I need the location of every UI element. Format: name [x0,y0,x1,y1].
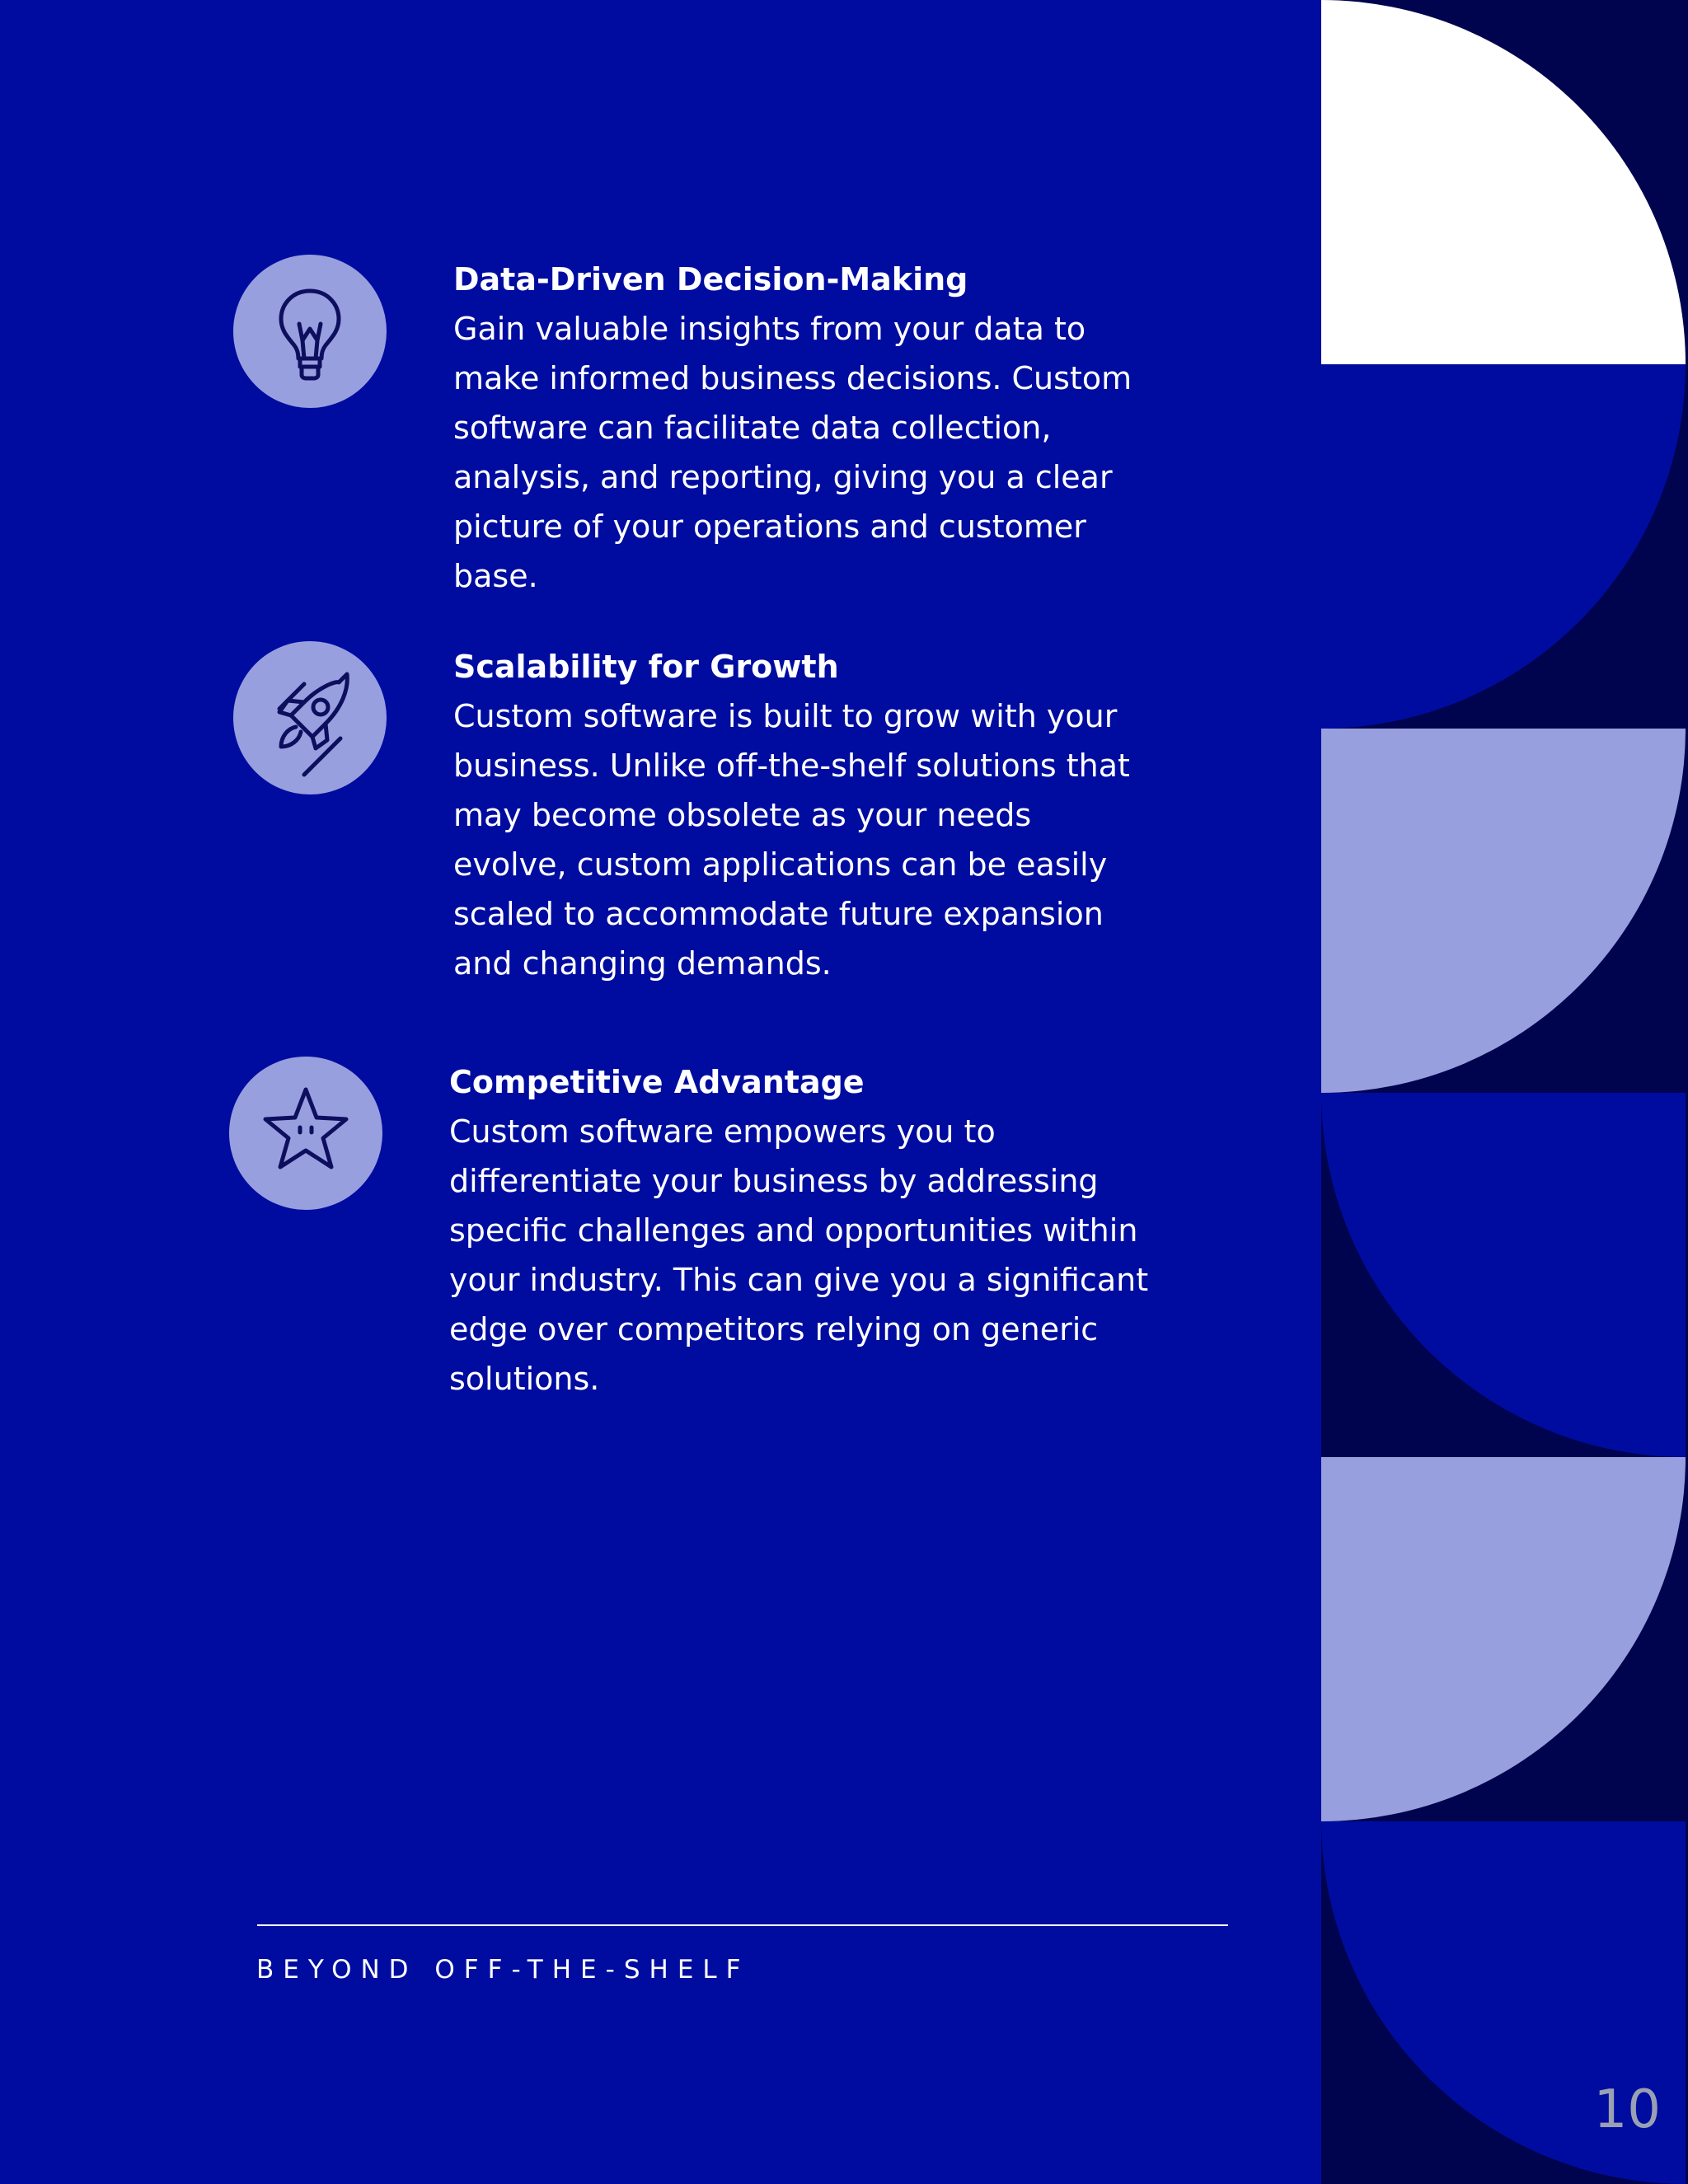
feature-description: Gain valuable insights from your data to make informed business decisions. Custom software can facilitate data collection, analysis, and reporting, giving you a clear picture of your operations and customer base. [453,311,1132,594]
page-number: 10 [1593,2079,1661,2140]
feature-title: Competitive Advantage [449,1064,865,1100]
star-icon [229,1057,382,1210]
feature-title: Scalability for Growth [453,649,839,685]
decorative-quarter-circles [1321,0,1688,2184]
footer-label: BEYOND OFF-THE-SHELF [256,1955,750,1985]
decorative-shapes [1321,0,1688,2184]
rocket-icon [233,641,387,794]
feature-description: Custom software empowers you to differentiate your business by addressing specific challenges and opportunities within your industry. This can give you a significant edge over competitors relying on generic solutions. [449,1113,1149,1397]
lightbulb-icon [233,255,387,408]
footer-divider [257,1924,1228,1926]
feature-description: Custom software is built to grow with your business. Unlike off-the-shelf solutions that may become obsolete as your needs evolve, custom applications can be easily scaled to accommodate future expansion and changing demands. [453,698,1130,982]
feature-title: Data-Driven Decision-Making [453,261,968,298]
